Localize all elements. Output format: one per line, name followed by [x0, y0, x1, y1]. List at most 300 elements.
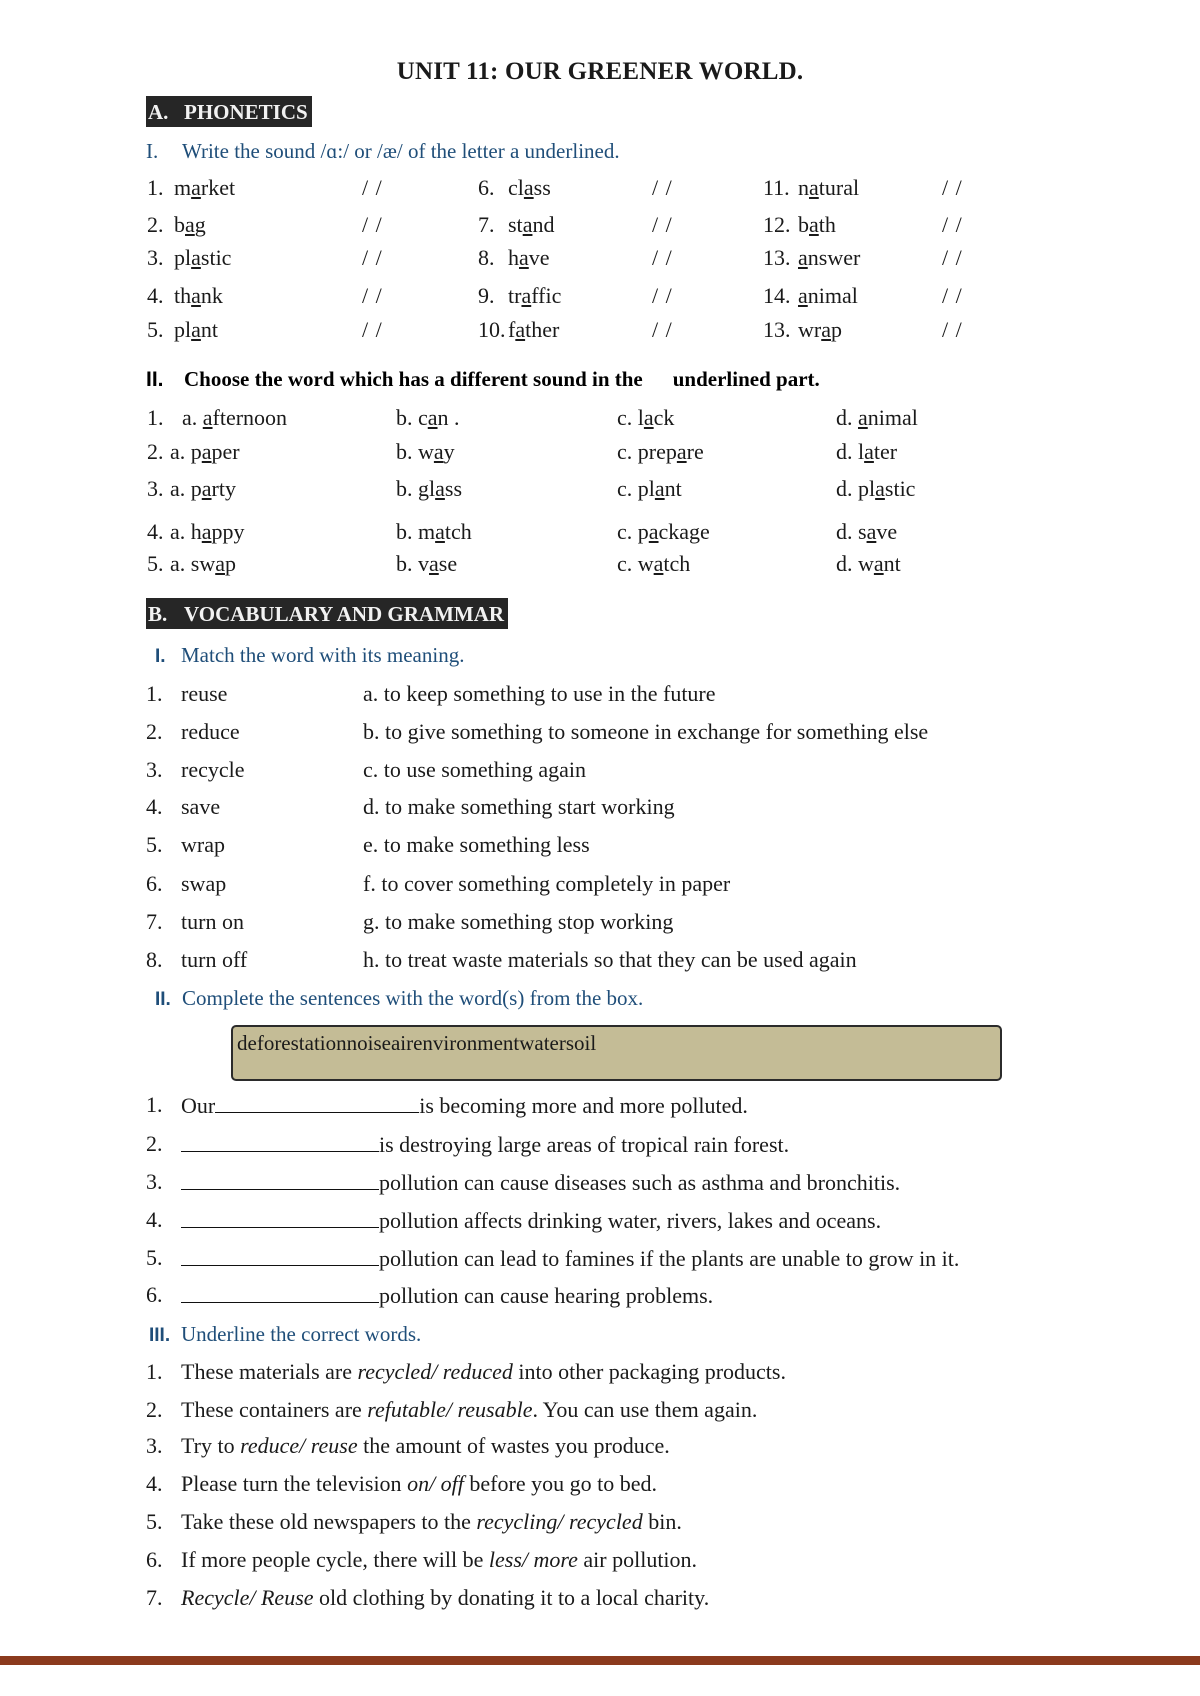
answer-slot: / /: [942, 317, 963, 342]
exercise-number: II.: [146, 368, 164, 391]
word-part: ck: [653, 405, 675, 430]
item-number: 4.: [146, 794, 163, 819]
word-part: stic: [200, 245, 232, 270]
option-letter: c.: [617, 439, 638, 464]
underline-row: [0, 1509, 1200, 1543]
answer-slot: / /: [652, 317, 673, 342]
phonetics-row: [0, 245, 1200, 279]
word-part: ter: [873, 439, 898, 464]
word-part: wr: [798, 317, 822, 342]
option-word: [191, 439, 240, 464]
item-number: 6.: [146, 1547, 163, 1572]
word-part: fternoon: [212, 405, 288, 430]
word-part: pl: [637, 476, 655, 501]
option-word: [858, 476, 915, 501]
choice-option-d[interactable]: [836, 519, 897, 545]
phonetics-row: [0, 283, 1200, 317]
item-number: 6.: [478, 175, 495, 200]
fill-row: [0, 1282, 1200, 1316]
match-word: reuse: [181, 681, 228, 706]
choice-option-b[interactable]: [396, 551, 457, 577]
option-letter: a.: [170, 519, 191, 544]
word-part: l: [637, 405, 644, 430]
underline-row: [0, 1585, 1200, 1619]
word-part: sw: [190, 551, 216, 576]
underlined-letter: a: [873, 551, 884, 576]
word-part: ss: [533, 175, 551, 200]
match-word: recycle: [181, 757, 245, 782]
underlined-letter: a: [866, 519, 877, 544]
choice-option-c[interactable]: [617, 551, 690, 577]
word-part: tch: [663, 551, 691, 576]
item-number: 4.: [147, 519, 164, 544]
match-row: [0, 909, 1200, 943]
answer-slot: / /: [942, 212, 963, 237]
word-part: n .: [437, 405, 460, 430]
word-options[interactable]: Recycle/ Reuse: [181, 1585, 314, 1610]
phonetics-word: [174, 283, 223, 309]
sentence-start: Try to: [181, 1433, 241, 1458]
word-box-text: deforestationnoiseairenvironmentwatersoil: [237, 1031, 597, 1055]
match-row: [0, 871, 1200, 905]
word-part: cl: [508, 175, 524, 200]
choice-option-b[interactable]: [396, 519, 472, 545]
item-number: 8.: [478, 245, 495, 270]
word-part: ckage: [658, 519, 710, 544]
option-letter: b.: [396, 476, 418, 501]
match-meaning: h. to treat waste materials so that they can be used again: [363, 947, 857, 972]
answer-slot: / /: [362, 175, 383, 200]
exercise-instruction: Match the word with its meaning.: [181, 643, 465, 667]
word-part: se: [438, 551, 458, 576]
answer-blank[interactable]: [181, 1245, 379, 1266]
underlined-letter: a: [191, 175, 201, 200]
word-part: y: [443, 439, 455, 464]
sentence: [181, 1585, 709, 1611]
sentence-start: If more people cycle, there will be: [181, 1547, 489, 1572]
phonetics-word: [508, 317, 559, 343]
underlined-letter: a: [864, 439, 874, 464]
match-meaning: c. to use something again: [363, 757, 587, 782]
fill-row: [0, 1245, 1200, 1279]
underlined-letter: a: [433, 439, 444, 464]
underlined-letter: a: [798, 283, 808, 308]
phonetics-word: [508, 175, 551, 201]
answer-slot: / /: [652, 212, 673, 237]
item-number: 11.: [763, 175, 790, 200]
option-word: [418, 519, 472, 544]
match-row: [0, 757, 1200, 791]
option-word: [858, 551, 901, 576]
item-number: 14.: [763, 283, 791, 308]
sentence-end: is becoming more and more polluted.: [419, 1093, 748, 1118]
choice-option-b[interactable]: [396, 439, 455, 465]
item-number: 1.: [147, 405, 164, 430]
word-box: [231, 1025, 1002, 1081]
choice-row: [0, 519, 1200, 553]
underlined-letter: a: [519, 245, 529, 270]
answer-slot: / /: [652, 283, 673, 308]
word-part: nimal: [807, 283, 858, 308]
option-letter: a.: [182, 405, 203, 430]
word-part: tch: [444, 519, 472, 544]
item-number: 3.: [146, 1169, 163, 1194]
word-part: prep: [637, 439, 677, 464]
phonetics-row: [0, 317, 1200, 351]
option-word: [638, 405, 675, 430]
match-meaning: b. to give something to someone in exchange for something else: [363, 719, 929, 744]
option-letter: a.: [170, 439, 191, 464]
item-number: 5.: [147, 317, 164, 342]
underlined-letter: a: [809, 212, 819, 237]
item-number: 7.: [478, 212, 495, 237]
choice-row: [0, 551, 1200, 585]
exercise-a1-title: [146, 139, 620, 164]
item-number: 4.: [146, 1207, 163, 1232]
phonetics-row: [0, 175, 1200, 209]
exercise-instruction: Choose the word which has a different sound in the: [184, 367, 643, 391]
word-part: gl: [418, 476, 436, 501]
underline-row: [0, 1397, 1200, 1431]
item-number: 3.: [147, 476, 164, 501]
sentence: [181, 1433, 670, 1459]
exercise-number: I.: [146, 139, 159, 163]
item-number: 5.: [146, 1509, 163, 1534]
underlined-letter: a: [522, 212, 533, 237]
option-letter: d.: [836, 439, 858, 464]
phonetics-word: [174, 212, 206, 238]
answer-slot: / /: [942, 175, 963, 200]
sentence: [181, 1169, 900, 1196]
underlined-letter: a: [202, 405, 213, 430]
choice-option-d[interactable]: [836, 405, 918, 431]
option-word: [418, 405, 460, 430]
word-part: ve: [876, 519, 898, 544]
option-word: [858, 439, 897, 464]
phonetics-word: [508, 245, 550, 271]
sentence-start: Our: [181, 1093, 216, 1118]
phonetics-word: [174, 245, 231, 271]
item-number: 2.: [146, 1397, 163, 1422]
underlined-letter: a: [185, 212, 195, 237]
underlined-letter: a: [821, 317, 831, 342]
item-number: 7.: [146, 909, 163, 934]
word-part: b: [174, 212, 185, 237]
phonetics-word: [508, 212, 554, 238]
option-letter: c.: [617, 519, 638, 544]
underlined-letter: a: [215, 551, 225, 576]
choice-option-c[interactable]: [617, 476, 682, 502]
choice-option-d[interactable]: [836, 476, 915, 502]
match-row: [0, 794, 1200, 828]
item-number: 6.: [146, 1282, 163, 1307]
item-number: 2.: [146, 1131, 163, 1156]
option-letter: a.: [170, 551, 191, 576]
word-part: w: [858, 551, 874, 576]
item-number: 4.: [146, 1471, 163, 1496]
section-b-label: VOCABULARY AND GRAMMAR: [184, 602, 505, 626]
option-word: [418, 476, 462, 501]
sentence: [181, 1207, 881, 1234]
phonetics-word: [798, 245, 860, 271]
option-letter: d.: [836, 405, 858, 430]
choice-row: [0, 439, 1200, 473]
option-letter: b.: [396, 551, 418, 576]
item-number: 10.: [478, 317, 506, 342]
underlined-letter: a: [191, 283, 201, 308]
underlined-letter: a: [809, 175, 819, 200]
page-title: UNIT 11: OUR GREENER WORLD.: [396, 58, 804, 85]
answer-blank[interactable]: [181, 1282, 379, 1303]
word-part: nd: [532, 212, 555, 237]
word-part: pl: [174, 245, 192, 270]
choice-option-a[interactable]: [170, 519, 245, 545]
word-part: c: [418, 405, 428, 430]
underlined-letter: a: [875, 476, 885, 501]
footer-bar: [0, 1656, 1200, 1665]
word-part: nt: [200, 317, 219, 342]
item-number: 5.: [147, 551, 164, 576]
answer-slot: / /: [362, 245, 383, 270]
underlined-letter: a: [201, 439, 212, 464]
underlined-letter: a: [427, 405, 438, 430]
word-part: n: [798, 175, 809, 200]
choice-option-c[interactable]: [617, 439, 704, 465]
word-part: p: [224, 551, 236, 576]
word-options[interactable]: refutable/ reusable: [367, 1397, 533, 1422]
exercise-b3-title: [149, 1322, 421, 1347]
word-part: pl: [174, 317, 192, 342]
phonetics-word: [174, 317, 218, 343]
word-part: th: [818, 212, 836, 237]
word-part: pl: [858, 476, 876, 501]
exercise-instruction-end: underlined part.: [672, 367, 820, 391]
choice-option-c[interactable]: [617, 405, 674, 431]
option-word: [638, 476, 682, 501]
option-letter: c.: [617, 405, 638, 430]
sentence-end: is destroying large areas of tropical rain forest.: [379, 1132, 790, 1157]
word-part: tr: [508, 283, 522, 308]
option-letter: c.: [617, 476, 638, 501]
item-number: 3.: [146, 1433, 163, 1458]
choice-option-a[interactable]: [170, 439, 240, 465]
match-row: [0, 719, 1200, 753]
option-letter: a.: [170, 476, 191, 501]
choice-row: [0, 405, 1200, 439]
item-number: 12.: [763, 212, 791, 237]
word-options[interactable]: recycling/ recycled: [476, 1509, 643, 1534]
answer-slot: / /: [652, 245, 673, 270]
match-word: turn on: [181, 909, 244, 934]
option-letter: d.: [836, 476, 858, 501]
exercise-a2-title: [146, 367, 820, 392]
sentence-end: before you go to bed.: [463, 1471, 657, 1496]
answer-slot: / /: [942, 283, 963, 308]
item-number: 1.: [147, 175, 164, 200]
match-meaning: e. to make something less: [363, 832, 590, 857]
option-letter: b.: [396, 439, 418, 464]
option-letter: d.: [836, 551, 858, 576]
word-part: ppy: [211, 519, 245, 544]
underlined-letter: a: [191, 317, 201, 342]
underlined-letter: a: [798, 245, 808, 270]
sentence: [181, 1509, 682, 1535]
choice-option-d[interactable]: [836, 439, 897, 465]
underlined-letter: a: [523, 175, 534, 200]
word-part: l: [858, 439, 865, 464]
phonetics-word: [508, 283, 561, 309]
underlined-letter: a: [429, 551, 439, 576]
match-meaning: a. to keep something to use in the future: [363, 681, 716, 706]
word-part: ss: [444, 476, 463, 501]
sentence-end: air pollution.: [577, 1547, 698, 1572]
choice-option-a[interactable]: [170, 551, 236, 577]
word-part: h: [508, 245, 519, 270]
phonetics-word: [798, 317, 842, 343]
sentence: [181, 1547, 697, 1573]
match-row: [0, 832, 1200, 866]
option-word: [191, 476, 236, 501]
choice-option-a[interactable]: [170, 476, 236, 502]
answer-blank[interactable]: [215, 1092, 419, 1113]
exercise-number: III.: [149, 1325, 171, 1346]
item-number: 5.: [146, 1245, 163, 1270]
match-meaning: d. to make something start working: [363, 794, 675, 819]
underlined-letter: a: [435, 476, 445, 501]
section-a-heading: [146, 96, 312, 127]
word-part: ther: [525, 317, 560, 342]
option-word: [858, 405, 918, 430]
word-part: g: [194, 212, 206, 237]
exercise-instruction: Write the sound /ɑ:/ or /æ/ of the letter a underlined.: [182, 139, 620, 163]
choice-option-b[interactable]: [396, 405, 460, 431]
answer-slot: / /: [942, 245, 963, 270]
option-word: [638, 551, 691, 576]
section-b-letter: B.: [148, 602, 168, 626]
answer-slot: / /: [652, 175, 673, 200]
exercise-number: II.: [155, 989, 171, 1010]
match-word: save: [181, 794, 221, 819]
underlined-letter: a: [858, 405, 868, 430]
answer-slot: / /: [362, 283, 383, 308]
sentence-start: Please turn the television: [181, 1471, 408, 1496]
sentence: [181, 1397, 757, 1423]
word-part: ve: [528, 245, 550, 270]
word-options[interactable]: on/ off: [407, 1471, 464, 1496]
underlined-letter: a: [676, 439, 687, 464]
sentence: [181, 1092, 748, 1119]
match-word: swap: [181, 871, 227, 896]
match-word: reduce: [181, 719, 240, 744]
fill-row: [0, 1092, 1200, 1126]
word-options[interactable]: less/ more: [488, 1547, 578, 1572]
underlined-letter: a: [515, 317, 526, 342]
sentence: [181, 1359, 786, 1385]
item-number: 7.: [146, 1585, 163, 1610]
section-b-heading: [146, 598, 508, 629]
word-part: nk: [200, 283, 223, 308]
sentence-end: the amount of wastes you produce.: [357, 1433, 670, 1458]
phonetics-word: [798, 283, 858, 309]
phonetics-row: [0, 212, 1200, 246]
choice-option-a[interactable]: [182, 405, 287, 431]
item-number: 3.: [146, 757, 163, 782]
item-number: 1.: [146, 681, 163, 706]
sentence-end: into other packaging products.: [512, 1359, 786, 1384]
word-part: s: [858, 519, 867, 544]
underlined-letter: a: [201, 476, 212, 501]
underline-row: [0, 1359, 1200, 1393]
choice-option-b[interactable]: [396, 476, 462, 502]
item-number: 13.: [763, 245, 791, 270]
sentence: [181, 1282, 713, 1309]
option-word: [638, 439, 704, 464]
word-options[interactable]: reduce/ reuse: [240, 1433, 358, 1458]
exercise-number: I.: [155, 646, 166, 667]
option-letter: d.: [836, 519, 858, 544]
match-meaning: g. to make something stop working: [363, 909, 674, 934]
exercise-b2-title: [155, 986, 643, 1011]
fill-row: [0, 1131, 1200, 1165]
item-number: 8.: [146, 947, 163, 972]
choice-option-d[interactable]: [836, 551, 901, 577]
item-number: 9.: [478, 283, 495, 308]
choice-option-c[interactable]: [617, 519, 710, 545]
word-part: m: [418, 519, 436, 544]
item-number: 6.: [146, 871, 163, 896]
word-part: per: [211, 439, 240, 464]
item-number: 3.: [147, 245, 164, 270]
underlined-letter: a: [654, 476, 665, 501]
word-part: v: [418, 551, 429, 576]
sentence: [181, 1131, 789, 1158]
word-part: m: [174, 175, 192, 200]
word-part: tural: [818, 175, 860, 200]
sentence-end: pollution can cause diseases such as asthma and bronchitis.: [379, 1170, 901, 1195]
phonetics-word: [174, 175, 235, 201]
sentence-start: These containers are: [181, 1397, 368, 1422]
option-word: [191, 551, 236, 576]
option-letter: c.: [617, 551, 638, 576]
item-number: 1.: [146, 1359, 163, 1384]
fill-row: [0, 1169, 1200, 1203]
sentence: [181, 1471, 657, 1497]
answer-blank[interactable]: [181, 1169, 379, 1190]
word-part: re: [686, 439, 704, 464]
phonetics-word: [798, 175, 859, 201]
choice-row: [0, 476, 1200, 510]
sentence-end: pollution affects drinking water, rivers, lakes and oceans.: [379, 1208, 882, 1233]
answer-blank[interactable]: [181, 1131, 379, 1152]
sentence-end: . You can use them again.: [532, 1397, 758, 1422]
underlined-letter: a: [191, 245, 201, 270]
word-part: stic: [884, 476, 916, 501]
word-part: b: [798, 212, 809, 237]
word-part: nt: [664, 476, 682, 501]
item-number: 2.: [147, 439, 164, 464]
underline-row: [0, 1547, 1200, 1581]
word-options[interactable]: recycled/ reduced: [357, 1359, 513, 1384]
word-part: rket: [200, 175, 236, 200]
option-word: [638, 519, 710, 544]
underline-row: [0, 1433, 1200, 1467]
exercise-b1-title: [155, 643, 464, 668]
match-row: [0, 947, 1200, 981]
item-number: 1.: [146, 1092, 163, 1117]
answer-blank[interactable]: [181, 1207, 379, 1228]
underlined-letter: a: [521, 283, 532, 308]
option-word: [191, 519, 245, 544]
